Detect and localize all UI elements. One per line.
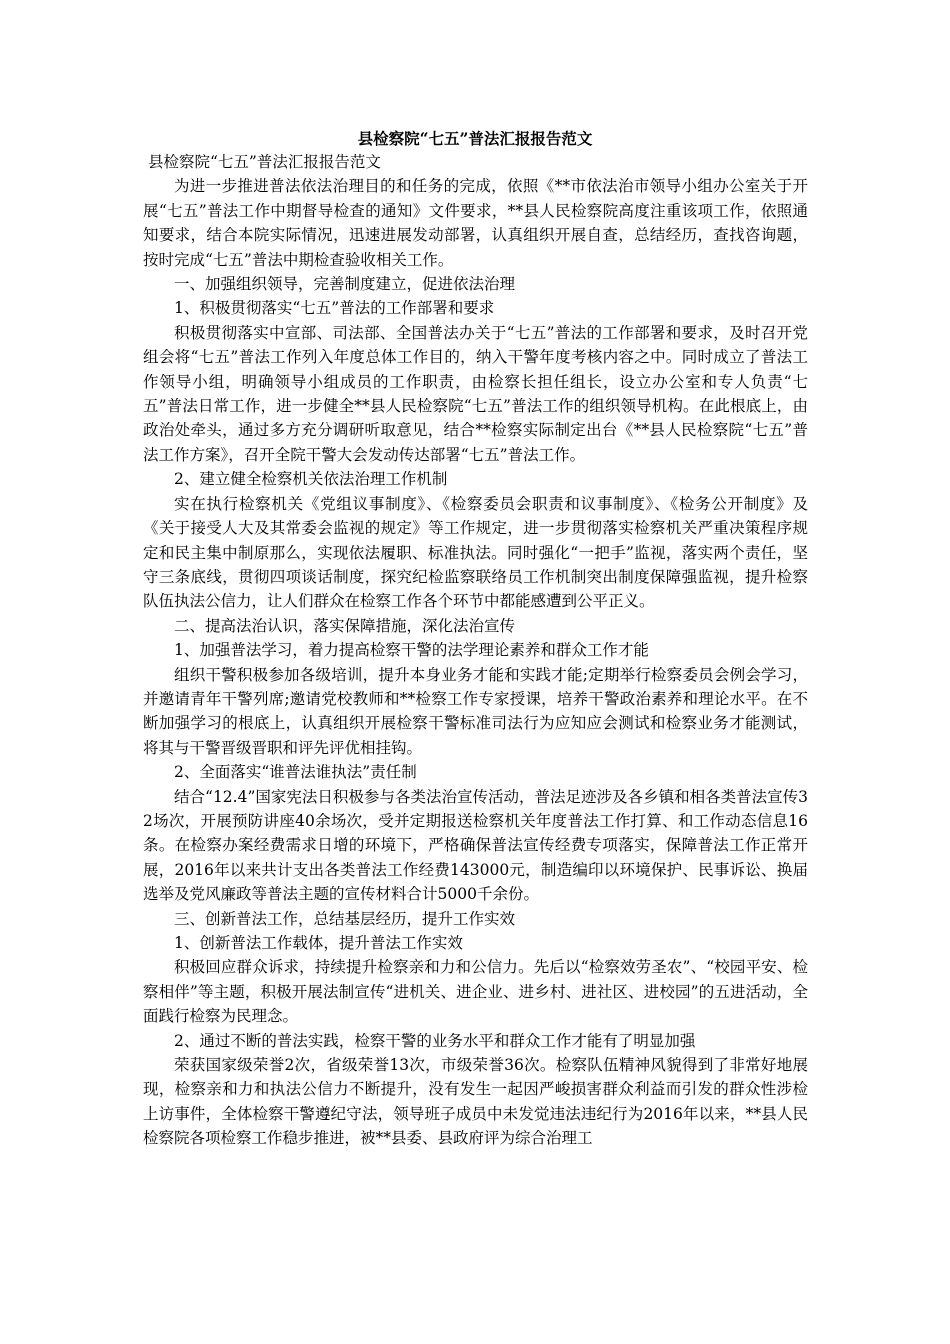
- body-paragraph: 结合“12.4”国家宪法日积极参与各类法治宣传活动，普法足迹涉及各乡镇和相各类普法宣传32场次，开展预防讲座40余场次，受并定期报送检察机关年度普法工作打算、和工作动态信息16条。在检察办案经费需求日增的环境下，严格确保普法宣传经费专项落实，保障普法工作正常开展，2016年以来共计支出各类普法工作经费143000元，制造编印以环境保护、民事诉讼、换届选举及党风廉政等普法主题的宣传材料合计5000千余份。: [143, 787, 808, 904]
- body-paragraph: 为进一步推进普法依法治理目的和任务的完成，依照《**市依法治市领导小组办公室关于开展“七五”普法工作中期督导检查的通知》文件要求，**县人民检察院高度注重该项工作，依照通知要求，结合本院实际情况，迅速进展发动部署，认真组织开展自查，总结经历，查找咨询题，按时完成“七五”普法中期检查验收相关工作。: [143, 177, 808, 269]
- subtitle: 县检察院“七五”普法汇报报告范文: [148, 153, 381, 171]
- subsection-heading: 2、建立健全检察机关依法治理工作机制: [174, 470, 448, 489]
- section-heading: 三、创新普法工作，总结基层经历，提升工作实效: [174, 909, 516, 928]
- body-paragraph: 荣获国家级荣誉2次，省级荣誉13次，市级荣誉36次。检察队伍精神风貌得到了非常好地展现，检察亲和力和执法公信力不断提升，没有发生一起因严峻损害群众利益而引发的群众性涉检上访事件，全体检察干警遵纪守法，领导班子成员中未发觉违法违纪行为2016年以来，**县人民检察院各项检察工作稳步推进，被**县委、县政府评为综合治理工: [143, 1056, 808, 1148]
- document-title: 县检察院“七五”普法汇报报告范文: [357, 129, 593, 148]
- subsection-heading: 2、通过不断的普法实践，检察干警的业务水平和群众工作才能有了明显加强: [174, 1031, 696, 1050]
- body-paragraph: 实在执行检察机关《党组议事制度》、《检察委员会职责和议事制度》、《检务公开制度》及《关于接受人大及其常委会监视的规定》等工作规定，进一步贯彻落实检察机关严重决策程序规定和民主集中制原那么，实现依法履职、标准执法。同时强化“一把手”监视，落实两个责任，坚守三条底线，贯彻四项谈话制度，探究纪检监察联络员工作机制突出制度保障强监视，提升检察队伍执法公信力，让人们群众在检察工作各个环节中都能感遭到公平正义。: [143, 494, 808, 611]
- body-paragraph: 积极贯彻落实中宣部、司法部、全国普法办关于“七五”普法的工作部署和要求，及时召开党组会将“七五”普法工作列入年度总体工作目的，纳入干警年度考核内容之中。同时成立了普法工作领导小组，明确领导小组成员的工作职责，由检察长担任组长，设立办公室和专人负责“七五”普法日常工作，进一步健全**县人民检察院“七五”普法工作的组织领导机构。在此根底上，由政治处牵头，通过多方充分调研听取意见，结合**检察实际制定出台《**县人民检察院“七五”普法工作方案》，召开全院干警大会发动传达部署“七五”普法工作。: [143, 323, 808, 464]
- body-paragraph: 组织干警积极参加各级培训，提升本身业务才能和实践才能;定期举行检察委员会例会学习，并邀请青年干警列席;邀请党校教师和**检察工作专家授课，培养干警政治素养和理论水平。在不断加强学习的根底上，认真组织开展检察干警标准司法行为应知应会测试和检察业务才能测试，将其与干警晋级晋职和评先评优相挂钩。: [143, 665, 808, 757]
- document-body: [143, 150, 808, 1151]
- body-paragraph: 积极回应群众诉求，持续提升检察亲和力和公信力。先后以“检察效劳圣农”、“校园平安、检察相伴”等主题，积极开展法制宣传“进机关、进企业、进乡村、进社区、进校园”的五进活动，全面践行检察为民理念。: [143, 958, 808, 1026]
- section-heading: 二、提高法治认识，落实保障措施，深化法治宣传: [174, 616, 516, 635]
- section-heading: 一、加强组织领导，完善制度建立，促进依法治理: [174, 275, 516, 294]
- subsection-heading: 2、全面落实“谁普法谁执法”责任制: [174, 763, 417, 782]
- subsection-heading: 1、创新普法工作载体，提升普法工作实效: [174, 934, 463, 952]
- subsection-heading: 1、积极贯彻落实“七五”普法的工作部署和要求: [174, 299, 495, 318]
- subsection-heading: 1、加强普法学习，着力提高检察干警的法学理论素养和群众工作才能: [174, 641, 649, 660]
